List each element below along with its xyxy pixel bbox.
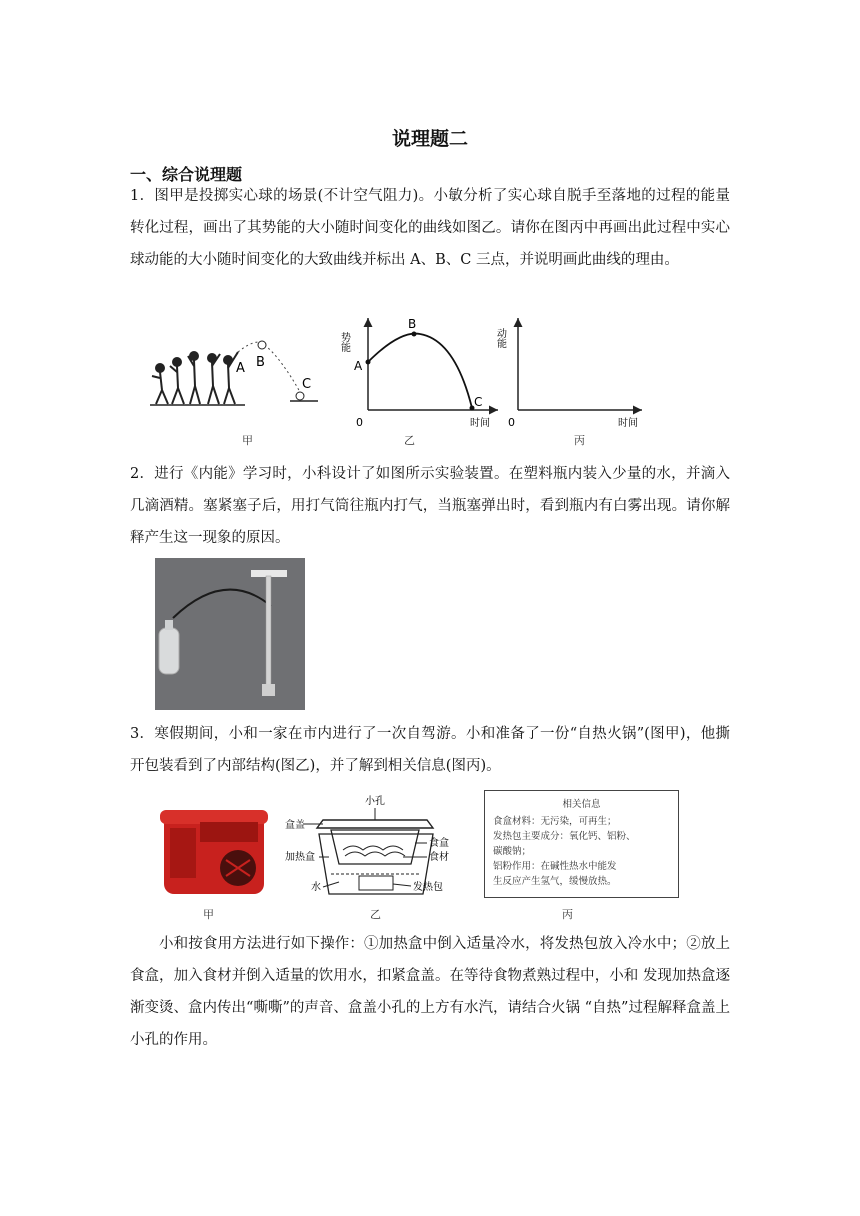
info-box <box>484 790 679 898</box>
info-line: 发热包主要成分：氧化钙、铝粉、 <box>493 831 636 842</box>
question-3-text: 3．寒假期间，小和一家在市内进行了一次自驾游。小和准备了一份“自热火锅”(图甲)，他撕开包装看到了内部结构(图乙)，并了解到相关信息(图丙)。 <box>130 726 730 774</box>
x-axis-label: 时间 <box>470 418 490 429</box>
question-3-text-2: 小和按食用方法进行如下操作：①加热盒中倒入适量冷水，将发热包放入冷水中；②放上食盒，加入食材并倒入适量的饮用水，扣紧盒盖。在等待食物煮熟过程中，小和 发现加热盒逐渐变烫、盒内传出“嘶嘶”的声音、盒盖小孔的上方有水汽，请结合火锅 “自热”过程解释盒盖上小孔的作用。 <box>130 936 730 1048</box>
athlete-figure-3 <box>188 352 200 404</box>
x-axis-label: 时间 <box>618 418 638 429</box>
caption-yi: 乙 <box>370 908 381 921</box>
potential-energy-graph <box>340 312 510 434</box>
y-axis-label: 势能 <box>338 332 350 352</box>
origin-label: 0 <box>356 416 363 429</box>
point-b-label: B <box>408 317 417 331</box>
label-lid: 盒盖 <box>285 820 305 831</box>
athlete-figure-4 <box>208 354 220 404</box>
label-heat-pack: 发热包 <box>413 882 443 893</box>
label-water: 水 <box>311 882 321 893</box>
ball-position-b <box>258 341 266 349</box>
page-title: 说理题二 <box>391 128 468 150</box>
shotput-figure <box>150 330 320 430</box>
caption-yi: 乙 <box>404 434 415 447</box>
question-1-text: 1．图甲是投掷实心球的场景(不计空气阻力)。小敏分析了实心球自脱手至落地的过程的能量转化过程，画出了其势能的大小随时间变化的曲线如图乙。请你在图丙中再画出此过程中实心球动能的大小随时间变化的大致曲线并标出 A、B、C 三点，并说明画此曲线的理由。 <box>130 188 730 268</box>
hotpot-structure-diagram <box>283 794 478 904</box>
athlete-figure-1 <box>152 364 168 404</box>
info-line: 碳酸钠； <box>493 846 532 857</box>
pump-bottle-photo <box>155 558 305 710</box>
section-heading: 一、综合说理题 <box>130 165 243 184</box>
label-food: 食材 <box>429 852 449 863</box>
caption-jia: 甲 <box>242 434 253 447</box>
athlete-figure-2 <box>170 358 184 404</box>
label-b: B <box>256 355 265 370</box>
info-heading: 相关信息 <box>562 799 601 810</box>
info-line: 铝粉作用：在碱性热水中能发 <box>493 861 617 872</box>
point-c-label: C <box>474 395 483 409</box>
point-a-label: A <box>354 359 363 373</box>
question-2-text: 2．进行《内能》学习时，小科设计了如图所示实验装置。在塑料瓶内装入少量的水，并滴入几滴酒精。塞紧塞子后，用打气筒往瓶内打气，当瓶塞弹出时，看到瓶内有白雾出现。请你解释产生这一现象的原因。 <box>130 466 730 546</box>
caption-jia: 甲 <box>203 908 214 921</box>
label-c: C <box>302 377 312 392</box>
origin-label: 0 <box>508 416 515 429</box>
ball-position-c <box>296 392 304 400</box>
caption-bing: 丙 <box>562 908 573 921</box>
label-heat-box: 加热盒 <box>285 852 315 863</box>
info-line: 生反应产生氢气，缓慢放热。 <box>493 876 617 887</box>
label-a: A <box>236 361 245 376</box>
caption-bing: 丙 <box>574 434 585 447</box>
kinetic-energy-axes <box>494 312 650 434</box>
potential-energy-curve <box>368 334 472 408</box>
info-line: 食盒材料：无污染，可再生； <box>493 816 617 827</box>
hotpot-box-photo <box>160 800 270 900</box>
label-food-box: 食盒 <box>429 838 449 849</box>
athlete-figure-5 <box>224 352 238 404</box>
y-axis-label: 动能 <box>494 328 506 348</box>
label-hole: 小孔 <box>365 796 385 807</box>
